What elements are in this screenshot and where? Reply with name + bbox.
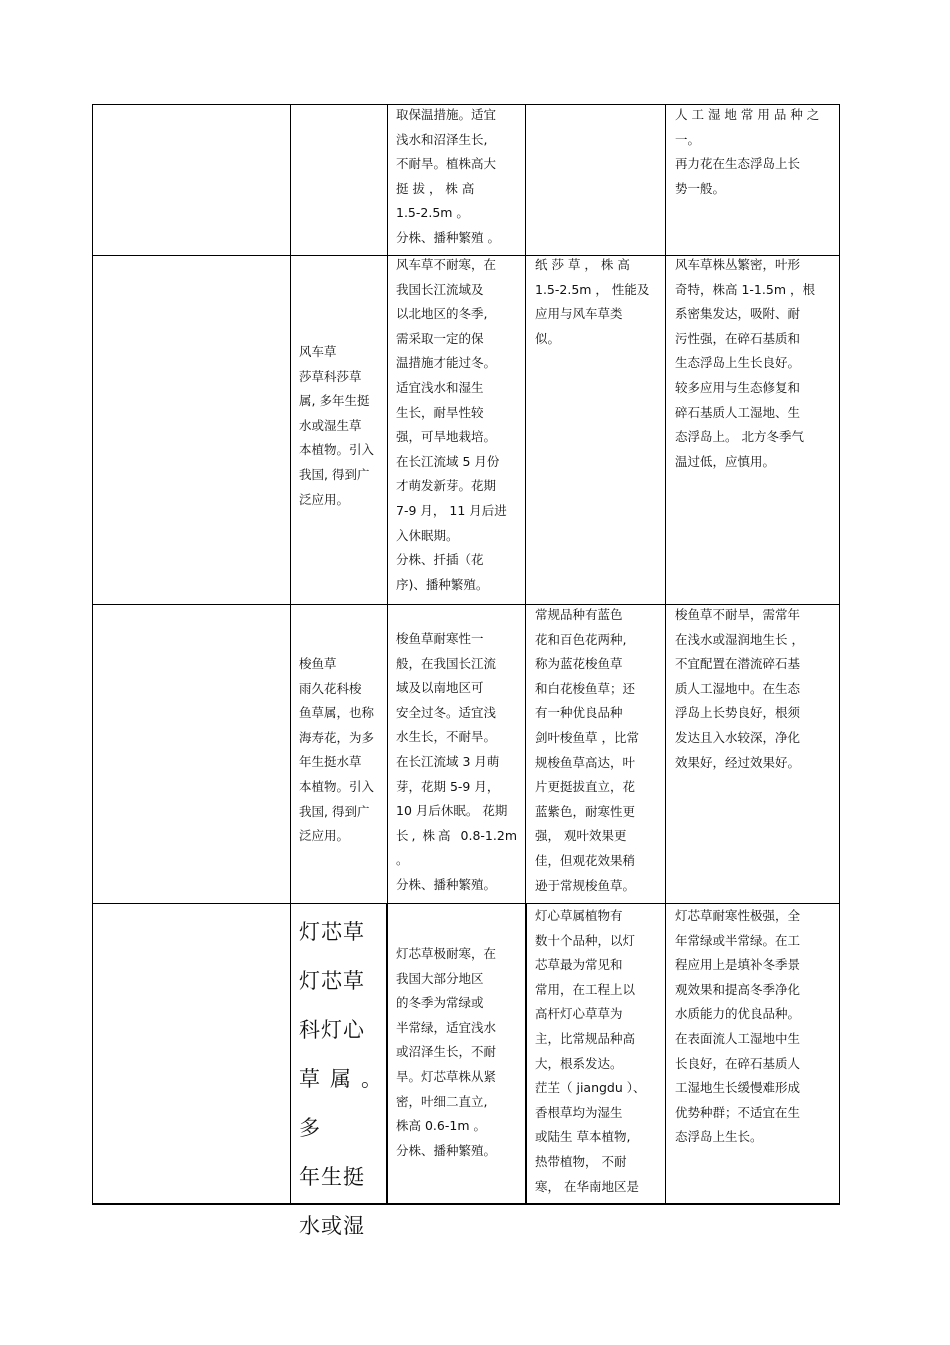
text-line: 泛应用。 — [299, 491, 350, 507]
text-line: 不宜配置在潜流碎石基 — [675, 656, 801, 672]
text-line: 逊于常规梭鱼草。 — [535, 877, 636, 893]
row-2-application — [675, 603, 831, 775]
text-line: 年常绿或半常绿。在工 — [675, 932, 801, 948]
text-line: 在长江流域 3 月萌 — [396, 753, 500, 769]
text-line: 1.5-2.5m 。 — [396, 205, 469, 221]
plant-name: 梭鱼草 — [299, 656, 337, 671]
text-line: 或陆生 草本植物, — [535, 1129, 631, 1145]
text-line: 1.5-2.5m ， 性能及 — [535, 281, 650, 297]
text-line: 或沼泽生长，不耐 — [396, 1044, 497, 1060]
text-line: 生长，耐旱性较 — [396, 404, 484, 420]
text-line: 风车草株丛繁密，叶形 — [675, 257, 801, 272]
text-line: 取保温措施。适宜 — [396, 107, 497, 122]
text-line: 规梭鱼草高达，叶 — [535, 754, 636, 770]
text-line: 观效果和提高冬季净化 — [675, 981, 801, 997]
text-line: 水或湿 — [299, 1214, 365, 1238]
text-line: 泛应用。 — [299, 828, 350, 844]
text-line: 和白花梭鱼草；还 — [535, 680, 636, 696]
text-line: 属, 多年生挺 — [299, 393, 370, 409]
text-line: 称为蓝花梭鱼草 — [535, 656, 623, 672]
table-border-bottom — [92, 1203, 840, 1205]
text-line: 半常绿，适宜浅水 — [396, 1019, 497, 1035]
text-line: 域及以南地区可 — [396, 680, 484, 696]
text-line: 态浮岛上生长。 — [675, 1129, 763, 1145]
text-line: 莎草科莎草 — [299, 368, 362, 384]
text-line: 剑叶梭鱼草 ，比常 — [535, 729, 639, 745]
text-line: 大，根系发达。 — [535, 1055, 623, 1071]
text-line: 我国大部分地区 — [396, 970, 484, 986]
text-line: 般，在我国长江流 — [396, 655, 497, 671]
text-line: 态浮岛上。 北方冬季气 — [675, 429, 804, 445]
text-line: 年生挺 — [299, 1165, 365, 1189]
text-line: 纸 莎 草 ， 株 高 — [535, 257, 630, 272]
text-line: 分株、播种繁殖 。 — [396, 229, 500, 245]
text-line: 程应用上是填补冬季景 — [675, 957, 801, 973]
text-line: 科灯心 — [299, 1018, 365, 1042]
text-line: 的冬季为常绿或 — [396, 995, 484, 1011]
text-line: 雨久花科梭 — [299, 680, 362, 696]
text-line: 长, 株高 0.8-1.2m 。 — [396, 827, 517, 868]
text-line: 再力花在生态浮岛上长 — [675, 156, 801, 172]
text-line: 灯芯草 — [299, 969, 365, 993]
text-line: 热带植物， 不耐 — [535, 1153, 627, 1169]
text-line: 7-9 月， 11 月后进 — [396, 502, 507, 518]
text-line: 我国长江流域及 — [396, 281, 484, 297]
text-line: 不耐旱。植株高大 — [396, 156, 497, 172]
text-line: 香根草均为湿生 — [535, 1104, 623, 1120]
text-line: 灯芯草耐寒性极强，全 — [675, 908, 801, 923]
text-line: 分株、播种繁殖。 — [396, 876, 497, 892]
text-line: 奇特，株高 1-1.5m ，根 — [675, 281, 815, 297]
text-line: 适宜浅水和湿生 — [396, 379, 484, 395]
text-line: 我国, 得到广 — [299, 803, 370, 819]
text-line: 密，叶细二直立, — [396, 1093, 488, 1109]
text-line: 长良好，在碎石基质人 — [675, 1055, 801, 1071]
row-1-plant-name — [299, 340, 381, 512]
row-2-related-species — [535, 603, 656, 898]
text-line: 人 工 湿 地 常 用 品 种 之 — [675, 107, 820, 122]
text-line: 污性强，在碎石基质和 — [675, 330, 801, 346]
text-line: 梭鱼草不耐旱，需常年 — [675, 607, 801, 622]
text-line: 主，比常规品种高 — [535, 1030, 636, 1046]
text-line: 株高 0.6-1m 。 — [396, 1118, 486, 1134]
text-line: 本植物。引入 — [299, 778, 375, 794]
text-line: 温措施才能过冬。 — [396, 355, 497, 371]
row-0-application — [675, 103, 831, 201]
text-line: 年生挺水草 — [299, 754, 362, 770]
row-3-plant-name — [299, 908, 383, 1251]
plant-name: 风车草 — [299, 344, 337, 359]
text-line: 一。 — [675, 131, 701, 147]
text-line: 茳芏（ jiangdu ）、 — [535, 1080, 646, 1096]
column-divider — [386, 904, 388, 1203]
text-line: 在浅水或湿润地生长 ， — [675, 631, 804, 647]
text-line: 风车草不耐寒，在 — [396, 257, 497, 272]
text-line: 应用与风车草类 — [535, 306, 623, 322]
column-divider — [665, 104, 666, 1204]
text-line: 在表面流人工湿地中生 — [675, 1030, 801, 1046]
text-line: 水质能力的优良品种。 — [675, 1006, 801, 1022]
text-line: 优势种群；不适宜在生 — [675, 1104, 801, 1120]
row-1-characteristics — [396, 253, 517, 597]
text-line: 本植物。引入 — [299, 442, 375, 458]
text-line: 梭鱼草耐寒性一 — [396, 631, 484, 646]
text-line: 常规品种有蓝色 — [535, 607, 623, 622]
text-line: 序)、播种繁殖。 — [396, 576, 489, 592]
text-line: 我国, 得到广 — [299, 466, 370, 482]
text-line: 效果好，经过效果好。 — [675, 754, 801, 770]
text-line: 数十个品种，以灯 — [535, 932, 636, 948]
text-line: 需采取一定的保 — [396, 330, 484, 346]
table-border-right — [839, 104, 840, 1204]
text-line: 分株、播种繁殖。 — [396, 1142, 497, 1158]
text-line: 碎石基质人工湿地、生 — [675, 404, 801, 420]
text-line: 温过低，应慎用。 — [675, 453, 776, 469]
row-3-application — [675, 904, 831, 1150]
text-line: 生态浮岛上生长良好。 — [675, 355, 801, 371]
text-line: 似。 — [535, 330, 561, 346]
text-line: 常用，在工程上以 — [535, 981, 636, 997]
text-line: 浅水和沼泽生长, — [396, 131, 488, 147]
plant-name: 灯芯草 — [299, 920, 365, 944]
row-1-related-species — [535, 253, 656, 351]
text-line: 高杆灯心草草为 — [535, 1006, 623, 1022]
text-line: 强， 观叶效果更 — [535, 828, 627, 844]
text-line: 系密集发达，吸附、耐 — [675, 306, 801, 322]
text-line: 灯芯草极耐寒，在 — [396, 946, 497, 961]
text-line: 10 月后休眠。 花期 — [396, 803, 508, 819]
text-line: 草属。多 — [299, 1067, 383, 1140]
text-line: 发达且入水较深，净化 — [675, 729, 801, 745]
text-line: 工湿地生长缓慢难形成 — [675, 1080, 801, 1096]
text-line: 水或湿生草 — [299, 417, 362, 433]
text-line: 寒， 在华南地区是 — [535, 1178, 639, 1194]
text-line: 灯心草属植物有 — [535, 908, 623, 923]
row-1-application — [675, 253, 831, 474]
row-2-plant-name — [299, 652, 381, 849]
plant-table — [92, 104, 840, 1238]
text-line: 浮岛上长势良好，根须 — [675, 705, 801, 721]
text-line: 片更挺拔直立，花 — [535, 779, 636, 795]
row-0-characteristics — [396, 103, 517, 251]
text-line: 鱼草属，也称 — [299, 705, 375, 721]
text-line: 质人工湿地中。在生态 — [675, 680, 801, 696]
text-line: 入休眠期。 — [396, 527, 459, 543]
text-line: 挺 拔 ， 株 高 — [396, 180, 475, 196]
text-line: 芽，花期 5-9 月， — [396, 778, 500, 794]
row-3-related-species — [535, 904, 656, 1199]
column-divider — [525, 904, 527, 1203]
text-line: 在长江流域 5 月份 — [396, 453, 500, 469]
text-line: 花和百色花两种, — [535, 631, 627, 647]
column-divider — [290, 104, 291, 1204]
text-line: 势一般。 — [675, 180, 726, 196]
text-line: 有一种优良品种 — [535, 705, 623, 721]
table-border-left — [92, 104, 93, 1204]
text-line: 旱。灯芯草株从紧 — [396, 1068, 497, 1084]
text-line: 才萌发新芽。花期 — [396, 478, 497, 494]
text-line: 水生长，不耐旱。 — [396, 729, 497, 745]
text-line: 芯草最为常见和 — [535, 957, 623, 973]
row-2-characteristics — [396, 627, 517, 898]
text-line: 分株、扦插（花 — [396, 552, 484, 568]
row-3-characteristics — [396, 942, 517, 1163]
text-line: 强，可旱地栽培。 — [396, 429, 497, 445]
text-line: 佳，但观花效果稍 — [535, 852, 636, 868]
text-line: 较多应用与生态修复和 — [675, 379, 801, 395]
text-line: 海寿花，为多 — [299, 729, 375, 745]
text-line: 蓝紫色，耐寒性更 — [535, 803, 636, 819]
text-line: 安全过冬。适宜浅 — [396, 704, 497, 720]
text-line: 以北地区的冬季, — [396, 306, 488, 322]
